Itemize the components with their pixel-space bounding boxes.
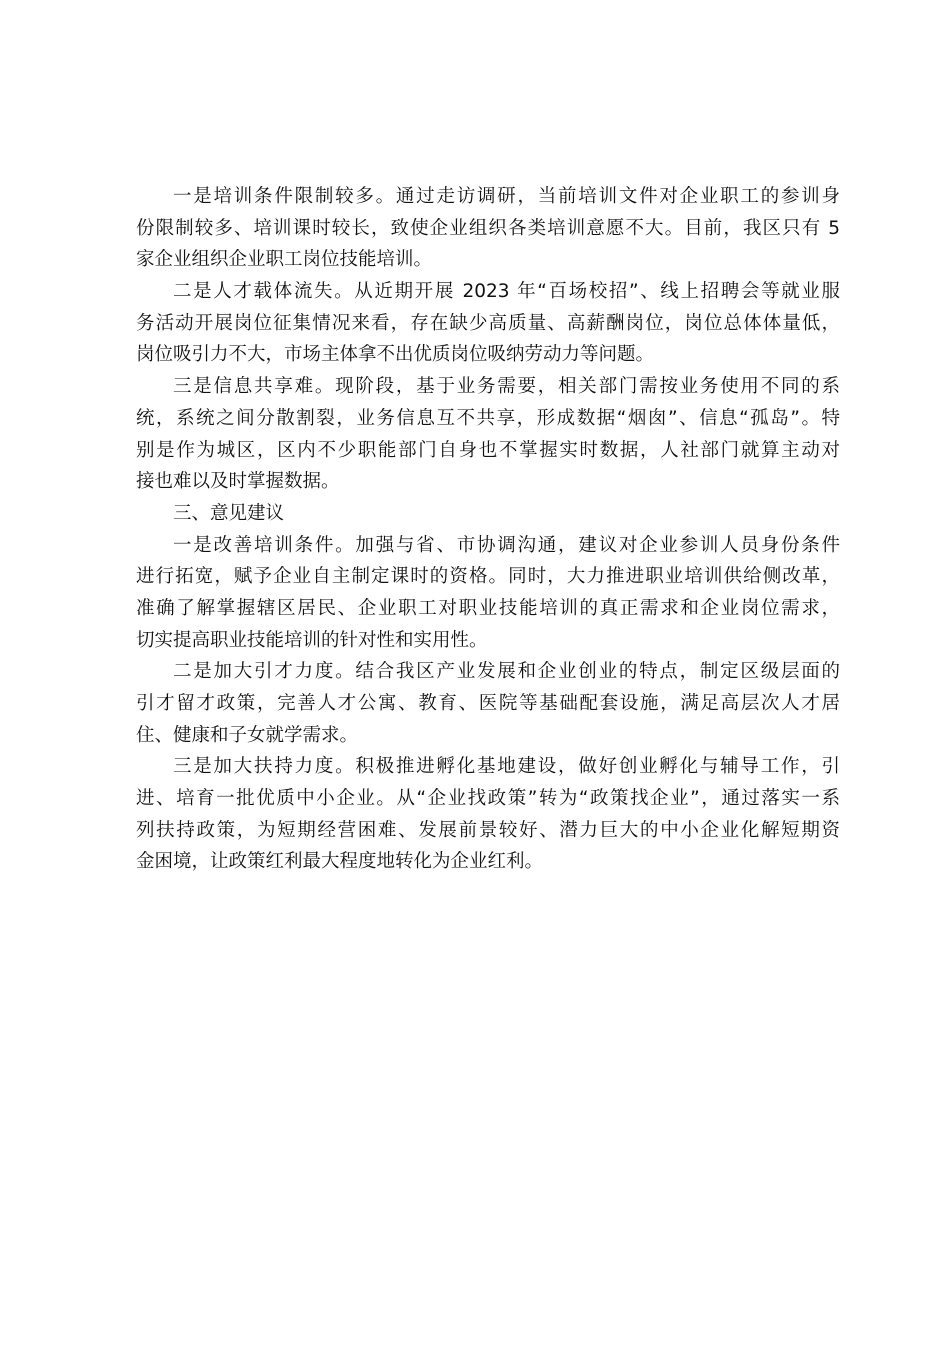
document-body: [136, 181, 840, 878]
paragraph-line: 切实提高职业技能培训的针对性和实用性。: [136, 629, 488, 651]
paragraph-line: 三是加大扶持力度。积极推进孵化基地建设，做好创业孵化与辅导工作，引: [173, 756, 840, 778]
paragraph-line: 引才留才政策，完善人才公寓、教育、医院等基础配套设施，满足高层次人才居: [136, 693, 840, 714]
section-heading-suggestions: [136, 498, 840, 530]
paragraph-line: 进、培育一批优质中小企业。从“企业找政策”转为“政策找企业”，通过落实一系: [136, 788, 840, 810]
paragraph-line: 二是加大引才力度。结合我区产业发展和企业创业的特点，制定区级层面的: [173, 661, 840, 683]
paragraph-info-sharing: [136, 371, 840, 498]
paragraph-line: 住、健康和子女就学需求。: [136, 724, 359, 746]
paragraph-line: 一是培训条件限制较多。通过走访调研，当前培训文件对企业职工的参训身: [173, 186, 840, 207]
paragraph-attract-talent: [136, 656, 840, 751]
paragraph-line: 列扶持政策，为短期经营困难、发展前景较好、潜力巨大的中小企业化解短期资: [136, 819, 840, 841]
paragraph-line: 份限制较多、培训课时较长，致使企业组织各类培训意愿不大。目前，我区只有 5: [136, 217, 840, 239]
paragraph-training-conditions: [136, 181, 840, 276]
paragraph-line: 岗位吸引力不大，市场主体拿不出优质岗位吸纳劳动力等问题。: [136, 344, 655, 366]
paragraph-talent-loss: [136, 276, 840, 371]
paragraph-line: 进行拓宽，赋予企业自主制定课时的资格。同时，大力推进职业培训供给侧改革，: [136, 566, 840, 588]
paragraph-line: 二是人才载体流失。从近期开展 2023 年“百场校招”、线上招聘会等就业服: [173, 281, 840, 303]
paragraph-line: 三是信息共享难。现阶段，基于业务需要，相关部门需按业务使用不同的系: [173, 376, 840, 398]
paragraph-line: 务活动开展岗位征集情况来看，存在缺少高质量、高薪酬岗位，岗位总体体量低，: [136, 312, 840, 334]
paragraph-line: 金困境，让政策红利最大程度地转化为企业红利。: [136, 851, 544, 873]
paragraph-support-efforts: [136, 751, 840, 878]
paragraph-line: 准确了解掌握辖区居民、企业职工对职业技能培训的真正需求和企业岗位需求，: [136, 597, 840, 619]
paragraph-line: 别是作为城区，区内不少职能部门自身也不掌握实时数据，人社部门就算主动对: [136, 439, 840, 461]
paragraph-improve-training: [136, 530, 840, 657]
section-heading: 三、意见建议: [173, 502, 285, 524]
paragraph-line: 统，系统之间分散割裂，业务信息互不共享，形成数据“烟囱”、信息“孤岛”。特: [136, 407, 840, 429]
paragraph-line: 接也难以及时掌握数据。: [136, 471, 340, 493]
paragraph-line: 一是改善培训条件。加强与省、市协调沟通，建议对企业参训人员身份条件: [173, 534, 840, 556]
paragraph-line: 家企业组织企业职工岗位技能培训。: [136, 249, 433, 271]
